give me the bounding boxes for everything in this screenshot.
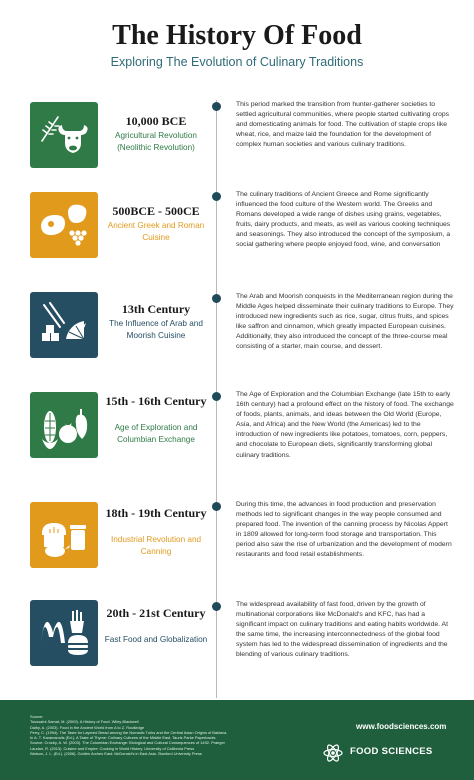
source-line: Toussaint-Samat, M. (2009). A History of Food. Wiley-Blackwell (30, 719, 139, 725)
food-sciences-logo-icon (322, 742, 344, 764)
era-name: Agricultural Revolution (Neolithic Revolution) (115, 131, 197, 152)
timeline-dot (212, 294, 221, 303)
source-line: In A. T. Karamanolis (Ed.), A Taste of Thyme: Culinary Cultures of the Middle East. Tauris Parke Paperbacks (30, 735, 216, 741)
bread-jar-teapot-icon (38, 511, 90, 559)
corn-tomato-pepper-icon (38, 401, 90, 449)
era-icon-box (30, 392, 98, 458)
era-date: 20th - 21st Century (106, 606, 206, 620)
brand-name: FOOD SCIENCES (350, 746, 433, 757)
source-line: Laudan, R. (2013). Cuisine and Empire: Cooking in World History. University of California Press (30, 745, 195, 751)
sources-list (30, 714, 268, 756)
era-description: The widespread availability of fast food, driven by the growth of multinational corporations like McDonald's and KFC, has had a significant impact on culinary traditions and eating habits worldwide. At the same time, the increasing interconnectedness of the global food system has led to the widespread dissemination of ingredients and the blending of various culinary traditions. (236, 601, 448, 659)
era-name: Industrial Revolution and Canning (110, 535, 202, 556)
era-icon-box (30, 192, 98, 258)
meat-fruit-grapes-icon (38, 201, 90, 249)
source-line: Source: (30, 714, 44, 719)
timeline-dot (212, 602, 221, 611)
era-date: 13th Century (121, 302, 191, 316)
era-description: The Age of Exploration and the Columbian Exchange (late 15th to early 16th century) had a profound effect on the history of food. The exchange of foods, plants, animals, and ideas between the Old World (Europe, Asia, and Africa) and the New World (the Americas) led to the introduction of new ingredients like potatoes, tomatoes, corn, peppers, and chocolate to European diets, significantly transforming global culinary traditions. (236, 391, 454, 459)
source-line: Perry, C. (1994). The Taste for Layered Bread among the Nomadic Turks and the Central Asian Origins of Baklava. (30, 729, 228, 735)
era-description: The culinary traditions of Ancient Greece and Rome significantly influenced the food culture of the Western world. The Greeks and Romans developed a wide range of dishes using grains, vegetables, fruits, dairy products, and meats, as well as various cooking techniques and seasonings. They also introduced the concept of the symposium, a social gathering where people enjoyed food, wine, and conversation (236, 191, 451, 249)
era-icon-box (30, 102, 98, 168)
era-name: Ancient Greek and Roman Cuisine (107, 221, 205, 242)
website-link[interactable]: www.foodsciences.com (356, 722, 447, 731)
era-icon-box (30, 502, 98, 568)
footer (0, 700, 474, 780)
era-name: Fast Food and Globalization (104, 635, 208, 644)
source-line: Watson, J. L. (Ed.). (2006). Golden Arches East: McDonald's in East Asia. Stanford University Press (30, 751, 202, 757)
timeline-dot (212, 392, 221, 401)
timeline-dot (212, 502, 221, 511)
era-icon-box (30, 600, 98, 666)
chopsticks-sugar-citrus-icon (38, 301, 90, 349)
era-name: Age of Exploration and Columbian Exchange (114, 423, 198, 444)
era-description: This period marked the transition from hunter-gatherer societies to settled agricultural communities, where people started cultivating crops and domesticating animals for food. The cultivation of staple crops like wheat, rice, and maize laid the foundation for the development of complex human societies and various culinary traditions. (236, 101, 450, 149)
era-description: During this time, the advances in food production and preservation methods led to significant changes in the way people consumed and prepared food. The invention of the canning process by Nicolas Appert in 1809 allowed for long-term food storage and transportation. This period also saw the rise of urbanization and the development of modern restaurants and food retail establishments. (236, 501, 452, 559)
source-line: Source: Crosby, A. W. (2003). The Columbian Exchange: Biological and Cultural Consequences of 1492. Praeger (30, 740, 225, 746)
era-name: The Influence of Arab and Moorish Cuisine (109, 319, 203, 340)
era-date: 10,000 BCE (125, 114, 187, 128)
era-date: 18th - 19th Century (105, 506, 207, 520)
page-title: The History Of Food (112, 20, 362, 51)
era-date: 15th - 16th Century (105, 394, 207, 408)
wheat-bull-icon (38, 111, 90, 159)
era-icon-box (30, 292, 98, 358)
era-date: 500BCE - 500CE (112, 204, 200, 218)
timeline-dot (212, 102, 221, 111)
era-description: The Arab and Moorish conquests in the Mediterranean region during the Middle Ages helped disseminate their culinary traditions to Europe. They introduced new ingredients such as rice, sugar, citrus fruits, and spices like saffron and cinnamon, which greatly impacted European cuisines. Additionally, they also introduced the concept of the three-course meal consisting of a starter, main course, and dessert. (236, 293, 454, 351)
fastfood-fries-burger-icon (38, 609, 90, 657)
timeline-dot (212, 192, 221, 201)
source-line: Dalby, A. (2003). Food in the Ancient World from A to Z. Routledge (30, 724, 145, 730)
page-subtitle: Exploring The Evolution of Culinary Traditions (110, 55, 364, 69)
